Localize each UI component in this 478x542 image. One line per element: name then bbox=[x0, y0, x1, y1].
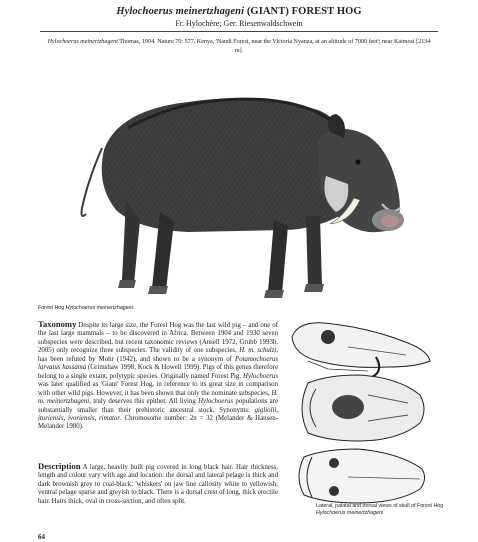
taxonomy-paragraph bbox=[38, 320, 278, 432]
taxonomy-text: , has been refuted by Mohr (1942), and shown to be a synonym of bbox=[38, 347, 278, 363]
taxonomy-text: , truly deserves this epithet. All living bbox=[89, 398, 199, 406]
page-number: 64 bbox=[38, 533, 45, 541]
taxonomy-italic: Potamochoerus larvatus hassama bbox=[38, 355, 278, 372]
skull-caption-sci: Hylochoerus meinertzhageni bbox=[316, 510, 384, 516]
page-title bbox=[0, 6, 478, 17]
citation bbox=[44, 38, 434, 56]
description-paragraph bbox=[38, 462, 278, 506]
figure-caption-text: Forest Hog bbox=[38, 305, 66, 311]
citation-text: Thomas, 1904. Nature 70: 577. Kenya, 'Nandi Forest, near the Victoria Nyanza, at an altitude of 7000 feet'; near Kaimosi [2134 m]. bbox=[119, 39, 431, 54]
forest-hog-illustration bbox=[68, 80, 413, 305]
page-subtitle: Fr. Hylochère; Ger. Riesenwaldschwein bbox=[175, 19, 303, 28]
taxonomy-italic: Hylochoerus bbox=[198, 398, 234, 406]
skull-views-illustration bbox=[288, 317, 434, 513]
title-common-name: (GIANT) FOREST HOG bbox=[246, 6, 362, 17]
taxonomy-italic: Hylochoerus bbox=[243, 372, 278, 380]
figure-caption-sci: Hylochoerus meinertzhageni. bbox=[65, 305, 135, 311]
skull-caption-text: Lateral, palatal and dorsal views of skull of Forest Hog bbox=[316, 503, 444, 509]
taxonomy-text: was later qualified as 'Giant' Forest Hog, in reference to its great size in comparison with other wild pigs. However, it has been shown that only the nominate subspecies, bbox=[38, 381, 278, 397]
taxonomy-heading: Taxonomy bbox=[38, 319, 77, 329]
description-heading: Description bbox=[38, 461, 81, 471]
skull-palatal-view bbox=[302, 375, 424, 441]
taxonomy-text: (Grimshaw 1998, Kock & Howell 1999). Pigs of this genus therefore belong to a single extant, polytypic species. Originally named Forest Pig, bbox=[38, 364, 278, 380]
title-scientific-name: Hylochoerus meinertzhageni bbox=[116, 6, 245, 17]
taxonomy-text: . Chromosome number: 2n = 32 (Melander & Hansen-Melander 1980). bbox=[38, 414, 278, 431]
taxonomy-italic: H. m. meinertzhageni bbox=[38, 389, 278, 406]
taxonomy-text: populations are substantially smaller than their prehistoric ancestral stock. Synonyms: bbox=[38, 398, 279, 414]
taxonomy-italic: gigliolii, ituriensis, ivoriensis, rimator bbox=[38, 406, 278, 422]
citation-name: Hylochoerus meinertzhageni bbox=[47, 39, 118, 45]
skull-lateral-view bbox=[292, 323, 430, 377]
description-text: A large, heavily built pig covered in long black hair. Hair thickness, length and colour vary with age and location: the dorsal and lateral pelage is thick and dark brownish grey to coal-black; 'whiskers' on jaw line callosity white to yellowish; ventral pelage sparse and greyish to black. There is a dorsal crest of long, thick erectile hair. Hairs thick, oval in cross-section, and often split. bbox=[38, 464, 278, 505]
skull-dorsal-view bbox=[299, 449, 425, 503]
taxonomy-italic: H. m. schulzi bbox=[239, 347, 277, 355]
taxonomy-text: Despite its large size, the Forest Hog was the last wild pig – and one of the last large mammals – to be discovered in Africa. Between 1904 and 1930 seven subspecies were described, but recent taxonomic reviews (Ansell 1972, Grubb 1993b, 2005) only recognize three subspecies. The validity of one subspecies, bbox=[38, 322, 278, 355]
figure-caption bbox=[38, 305, 134, 311]
header-rule bbox=[40, 31, 438, 32]
skull-figure-caption bbox=[316, 503, 446, 517]
